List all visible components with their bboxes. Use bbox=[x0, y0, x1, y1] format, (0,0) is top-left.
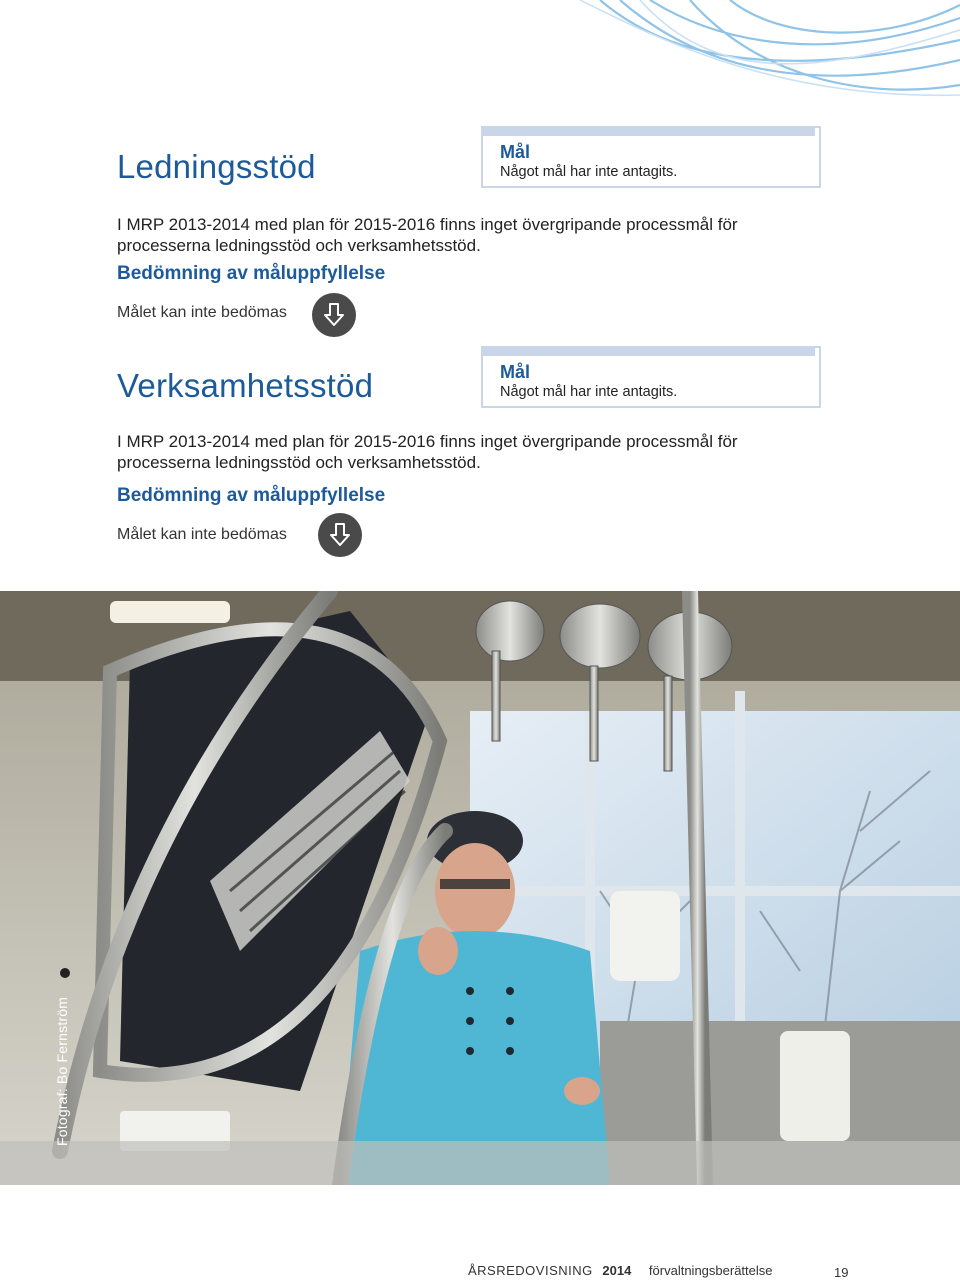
goal-label: Mål bbox=[500, 362, 531, 382]
kitchen-photo-illustration bbox=[0, 591, 960, 1185]
section-title-verksamhetsstod: Verksamhetsstöd bbox=[117, 367, 374, 404]
page-footer bbox=[468, 1263, 773, 1278]
assessment-heading: Bedömning av måluppfyllelse bbox=[117, 263, 386, 284]
body-paragraph: I MRP 2013-2014 med plan för 2015-2016 finns inget övergripande processmål för processerna ledningsstöd och verksamhetsstöd. bbox=[117, 215, 738, 255]
goal-box-tab bbox=[481, 346, 815, 356]
assessment-result: Målet kan inte bedömas bbox=[117, 526, 287, 543]
goal-box bbox=[481, 346, 821, 408]
goal-label: Mål bbox=[500, 142, 531, 162]
body-paragraph: I MRP 2013-2014 med plan för 2015-2016 finns inget övergripande processmål för processerna ledningsstöd och verksamhetsstöd. bbox=[117, 432, 738, 472]
goal-text: Något mål har inte antagits. bbox=[500, 384, 678, 400]
footer-section: förvaltningsberättelse bbox=[648, 1263, 773, 1278]
arrow-down-glyph bbox=[328, 522, 352, 548]
decorative-wave-lines bbox=[580, 0, 960, 110]
page-number: 19 bbox=[834, 1265, 849, 1280]
footer-year: 2014 bbox=[602, 1263, 632, 1278]
assessment-result: Målet kan inte bedömas bbox=[117, 304, 287, 321]
photo-credit: Fotograf: Bo Fernström bbox=[54, 996, 70, 1146]
credit-dot bbox=[60, 968, 70, 978]
arrow-down-icon bbox=[312, 293, 356, 337]
goal-box-tab bbox=[481, 126, 815, 136]
assessment-heading: Bedömning av måluppfyllelse bbox=[117, 485, 386, 506]
goal-box bbox=[481, 126, 821, 188]
kitchen-photo bbox=[0, 591, 960, 1185]
arrow-down-icon bbox=[318, 513, 362, 557]
footer-report-title: ÅRSREDOVISNING bbox=[468, 1263, 593, 1278]
section-title-ledningsstod: Ledningsstöd bbox=[117, 148, 316, 185]
arrow-down-glyph bbox=[322, 302, 346, 328]
goal-text: Något mål har inte antagits. bbox=[500, 164, 678, 180]
